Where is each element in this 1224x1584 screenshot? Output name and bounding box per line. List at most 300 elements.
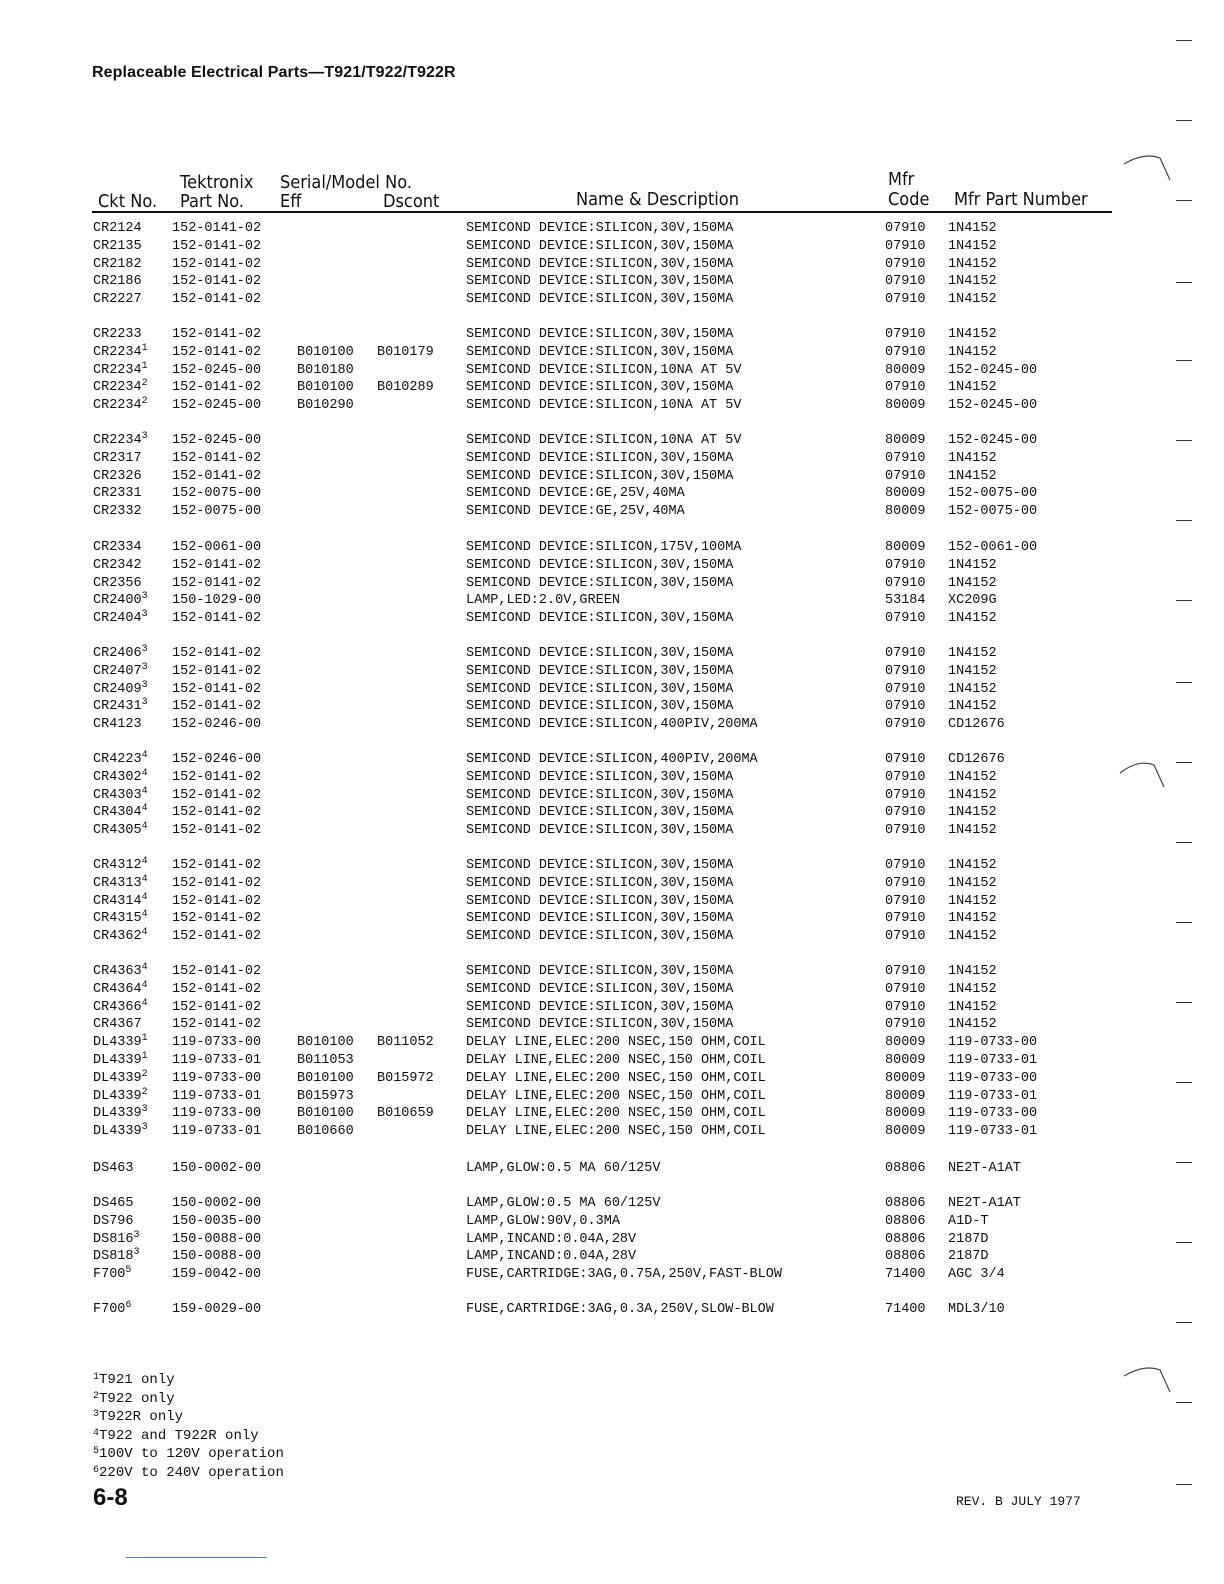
- table-row: [0, 291, 1224, 309]
- footnote-ref: 1: [141, 1033, 148, 1045]
- ckt-no: CR2234$^3$: [93, 431, 148, 448]
- ckt-no: CR4315$^4$: [93, 909, 148, 927]
- table-row: [0, 1070, 1224, 1088]
- footnote-ref: 4: [141, 927, 148, 939]
- page-number: 6-8: [93, 1484, 128, 1511]
- table-row: [0, 716, 1224, 734]
- ckt-no: CR2186: [93, 274, 142, 290]
- name-description: SEMICOND DEVICE:SILICON,400PIV,200MA: [466, 752, 758, 767]
- name-description: LAMP,GLOW:90V,0.3MA: [466, 1213, 620, 1229]
- table-row: [0, 592, 1224, 610]
- name-description: LAMP,INCAND:0.04A,28V: [466, 1249, 637, 1265]
- ckt-no: DS465: [93, 1196, 134, 1211]
- page-title: Replaceable Electrical Parts—T921/T922/T922R: [92, 64, 456, 81]
- name-description: SEMICOND DEVICE:SILICON,30V,150MA: [466, 893, 734, 909]
- table-row: [0, 397, 1224, 415]
- tektronix-part-no: 152-0141-02: [172, 274, 262, 290]
- name-description: LAMP,INCAND:0.04A,28V: [466, 1231, 637, 1247]
- ckt-no: CR2431$^3$: [93, 697, 148, 715]
- table-row: [0, 575, 1224, 593]
- footnote-ref: 2: [141, 396, 148, 408]
- ckt-no: CR2342: [93, 557, 142, 573]
- edge-mark: [1176, 1162, 1192, 1163]
- ckt-no: DL4339$^2$: [93, 1086, 148, 1104]
- mfr-code: 07910: [885, 557, 926, 573]
- table-row: [0, 769, 1224, 787]
- tektronix-part-no: 159-0042-00: [172, 1267, 262, 1283]
- tektronix-part-no: 152-0141-02: [172, 663, 262, 679]
- mfr-part-number: 1N4152: [948, 380, 997, 396]
- name-description: DELAY LINE,ELEC:200 NSEC,150 OHM,COIL: [466, 1124, 766, 1140]
- mfr-code: 07910: [885, 611, 926, 627]
- footnote-ref: 4: [141, 962, 148, 973]
- mfr-code: 07910: [885, 787, 926, 803]
- mfr-code: 07910: [885, 256, 926, 272]
- mfr-code: 07910: [885, 663, 926, 679]
- ckt-no: CR2331: [93, 486, 142, 502]
- tektronix-part-no: 152-0141-02: [172, 981, 262, 997]
- tektronix-part-no: 152-0141-02: [172, 646, 262, 661]
- mfr-part-number: 1N4152: [948, 450, 997, 466]
- ckt-no: DL4339$^1$: [93, 1051, 148, 1068]
- mfr-code: 07910: [885, 575, 926, 591]
- mfr-part-number: 1N4152: [948, 823, 997, 839]
- table-row: [0, 468, 1224, 486]
- table-row: [0, 875, 1224, 893]
- mfr-part-number: CD12676: [948, 752, 1005, 767]
- mfr-part-number: 1N4152: [948, 256, 997, 272]
- footnote-ref: 4: [141, 803, 148, 815]
- serial-eff: B010100: [297, 344, 354, 360]
- footnote-ref: 6: [125, 1300, 132, 1311]
- mfr-part-number: 152-0075-00: [948, 504, 1038, 520]
- edge-mark: [1176, 520, 1192, 521]
- table-row: [0, 981, 1224, 999]
- edge-mark: [1176, 1002, 1192, 1003]
- serial-eff: B010100: [297, 1035, 354, 1051]
- mfr-part-number: 119-0733-00: [948, 1070, 1038, 1086]
- header-eff: Eff: [280, 191, 302, 212]
- ckt-no: $F700^5$: [93, 1265, 132, 1283]
- name-description: SEMICOND DEVICE:SILICON,30V,150MA: [466, 875, 734, 891]
- mfr-part-number: 1N4152: [948, 663, 997, 679]
- ckt-no: CR4223$^4$: [93, 750, 148, 767]
- table-row: [0, 503, 1224, 521]
- ckt-no: CR2409$^3$: [93, 679, 148, 697]
- table-row: [0, 1105, 1224, 1123]
- serial-dscont: B011052: [377, 1035, 434, 1051]
- ckt-no: CR4302$^4$: [93, 767, 148, 785]
- edge-mark: [1176, 842, 1192, 843]
- name-description: SEMICOND DEVICE:SILICON,400PIV,200MA: [466, 717, 758, 733]
- table-row: [0, 610, 1224, 628]
- mfr-part-number: 119-0733-00: [948, 1035, 1038, 1051]
- mfr-code: 80009: [885, 1088, 926, 1104]
- name-description: SEMICOND DEVICE:SILICON,10NA AT 5V: [466, 362, 742, 378]
- table-row: [0, 893, 1224, 911]
- table-row: [0, 857, 1224, 875]
- mfr-part-number: 1N4152: [948, 858, 997, 873]
- table-row: [0, 928, 1224, 946]
- name-description: SEMICOND DEVICE:SILICON,30V,150MA: [466, 823, 734, 839]
- table-row: [0, 1052, 1224, 1070]
- footnote-ref: 4: [141, 979, 148, 991]
- tektronix-part-no: 152-0141-02: [172, 344, 262, 360]
- edge-mark: [1176, 282, 1192, 283]
- ckt-no: CR2332: [93, 504, 142, 520]
- ckt-no: DS796: [93, 1213, 134, 1229]
- mfr-part-number: 1N4152: [948, 1017, 997, 1033]
- ckt-no: CR4363$^4$: [93, 962, 148, 979]
- ckt-no: CR2234$^2$: [93, 396, 148, 414]
- table-row: [0, 1301, 1224, 1319]
- header-mfr-code: Code: [888, 189, 930, 210]
- table-row: [0, 1248, 1224, 1266]
- edge-mark: [1176, 120, 1192, 121]
- table-row: [0, 1034, 1224, 1052]
- ckt-no: CR4123: [93, 717, 142, 733]
- table-row: [0, 822, 1224, 840]
- edge-mark: [1176, 922, 1192, 923]
- table-row: [0, 999, 1224, 1017]
- mfr-code: 71400: [885, 1267, 926, 1283]
- ckt-no: $DS816^3$: [93, 1229, 140, 1247]
- tektronix-part-no: 152-0141-02: [172, 823, 262, 839]
- footnote-ref: 4: [141, 873, 148, 885]
- tektronix-part-no: 119-0733-00: [172, 1106, 262, 1122]
- name-description: SEMICOND DEVICE:SILICON,30V,150MA: [466, 646, 734, 661]
- mfr-code: 07910: [885, 681, 926, 697]
- mfr-code: 07910: [885, 911, 926, 927]
- table-row: [0, 326, 1224, 344]
- mfr-part-number: 1N4152: [948, 646, 997, 661]
- name-description: SEMICOND DEVICE:SILICON,30V,150MA: [466, 1017, 734, 1033]
- name-description: SEMICOND DEVICE:SILICON,30V,150MA: [466, 929, 734, 945]
- tektronix-part-no: 152-0141-02: [172, 699, 262, 715]
- tektronix-part-no: 152-0141-02: [172, 450, 262, 466]
- table-row: [0, 751, 1224, 769]
- mfr-part-number: 1N4152: [948, 929, 997, 945]
- edge-mark: [1176, 1402, 1192, 1403]
- mfr-part-number: 152-0245-00: [948, 362, 1038, 378]
- mfr-code: 80009: [885, 362, 926, 378]
- margin-arc: [1118, 755, 1172, 795]
- header-mfr: Mfr: [888, 169, 915, 190]
- mfr-code: 80009: [885, 504, 926, 520]
- mfr-code: 07910: [885, 468, 926, 484]
- name-description: SEMICOND DEVICE:SILICON,30V,150MA: [466, 911, 734, 927]
- ckt-no: DL4339$^3$: [93, 1122, 148, 1140]
- footnotes: [93, 1372, 284, 1483]
- name-description: SEMICOND DEVICE:SILICON,30V,150MA: [466, 450, 734, 466]
- mfr-code: 08806: [885, 1249, 926, 1265]
- tektronix-part-no: 152-0141-02: [172, 611, 262, 627]
- header-mfr-part-number: Mfr Part Number: [954, 189, 1088, 210]
- edge-mark: [1176, 762, 1192, 763]
- footnote: $^6$220V to 240V operation: [93, 1464, 284, 1481]
- revision-date: REV. B JULY 1977: [956, 1494, 1081, 1509]
- mfr-code: 07910: [885, 238, 926, 254]
- tektronix-part-no: 152-0246-00: [172, 717, 262, 733]
- mfr-part-number: 1N4152: [948, 327, 997, 342]
- tektronix-part-no: 119-0733-01: [172, 1053, 262, 1068]
- tektronix-part-no: 150-0002-00: [172, 1161, 262, 1176]
- scan-line: [126, 1557, 267, 1558]
- mfr-code: 08806: [885, 1231, 926, 1247]
- ckt-no: CR4364$^4$: [93, 979, 148, 997]
- footnote-ref: 3: [141, 644, 148, 655]
- tektronix-part-no: 152-0141-02: [172, 292, 262, 308]
- ckt-no: DL4339$^1$: [93, 1033, 148, 1051]
- mfr-code: 07910: [885, 823, 926, 839]
- footnote-ref: 3: [141, 1122, 148, 1134]
- mfr-code: 07910: [885, 964, 926, 979]
- mfr-code: 07910: [885, 292, 926, 308]
- mfr-code: 08806: [885, 1213, 926, 1229]
- name-description: DELAY LINE,ELEC:200 NSEC,150 OHM,COIL: [466, 1053, 766, 1068]
- mfr-code: 07910: [885, 981, 926, 997]
- name-description: SEMICOND DEVICE:GE,25V,40MA: [466, 486, 685, 502]
- table-row: [0, 1160, 1224, 1178]
- tektronix-part-no: 152-0141-02: [172, 681, 262, 697]
- tektronix-part-no: 119-0733-01: [172, 1088, 262, 1104]
- tektronix-part-no: 119-0733-00: [172, 1035, 262, 1051]
- edge-mark: [1176, 440, 1192, 441]
- tektronix-part-no: 152-0141-02: [172, 999, 262, 1015]
- footnote-ref: 1: [141, 342, 148, 354]
- tektronix-part-no: 152-0245-00: [172, 362, 262, 378]
- header-serial-model: Serial/Model No.: [280, 172, 412, 193]
- edge-mark: [1176, 40, 1192, 41]
- mfr-part-number: 152-0245-00: [948, 433, 1038, 448]
- header-dscont: Dscont: [383, 191, 440, 212]
- tektronix-part-no: 152-0245-00: [172, 398, 262, 414]
- header-ckt-no: Ckt No.: [98, 191, 158, 212]
- name-description: SEMICOND DEVICE:SILICON,30V,150MA: [466, 557, 734, 573]
- name-description: LAMP,LED:2.0V,GREEN: [466, 593, 620, 609]
- mfr-code: 80009: [885, 1035, 926, 1051]
- name-description: DELAY LINE,ELEC:200 NSEC,150 OHM,COIL: [466, 1106, 766, 1122]
- table-row: [0, 804, 1224, 822]
- ckt-no: CR4366$^4$: [93, 997, 148, 1015]
- ckt-no: CR2234$^2$: [93, 378, 148, 396]
- mfr-code: 07910: [885, 327, 926, 342]
- table-row: [0, 485, 1224, 503]
- mfr-part-number: 152-0075-00: [948, 486, 1038, 502]
- edge-mark: [1176, 1242, 1192, 1243]
- tektronix-part-no: 152-0141-02: [172, 805, 262, 821]
- mfr-code: 07910: [885, 999, 926, 1015]
- serial-dscont: B015972: [377, 1070, 434, 1086]
- mfr-code: 80009: [885, 540, 926, 555]
- tektronix-part-no: 159-0029-00: [172, 1302, 262, 1317]
- mfr-part-number: 1N4152: [948, 611, 997, 627]
- mfr-part-number: CD12676: [948, 717, 1005, 733]
- mfr-part-number: 1N4152: [948, 805, 997, 821]
- table-row: [0, 787, 1224, 805]
- name-description: DELAY LINE,ELEC:200 NSEC,150 OHM,COIL: [466, 1070, 766, 1086]
- serial-eff: B010100: [297, 1070, 354, 1086]
- table-row: [0, 344, 1224, 362]
- name-description: DELAY LINE,ELEC:200 NSEC,150 OHM,COIL: [466, 1088, 766, 1104]
- ckt-no: CR2407$^3$: [93, 661, 148, 679]
- tektronix-part-no: 152-0141-02: [172, 468, 262, 484]
- tektronix-part-no: 152-0141-02: [172, 327, 262, 342]
- name-description: SEMICOND DEVICE:SILICON,30V,150MA: [466, 805, 734, 821]
- ckt-no: DL4339$^3$: [93, 1104, 148, 1122]
- serial-dscont: B010179: [377, 344, 434, 360]
- mfr-code: 80009: [885, 486, 926, 502]
- mfr-part-number: 1N4152: [948, 557, 997, 573]
- mfr-code: 71400: [885, 1302, 926, 1317]
- serial-eff: B010180: [297, 362, 354, 378]
- mfr-code: 07910: [885, 274, 926, 290]
- footnote-ref: 4: [141, 997, 148, 1009]
- footnote-ref: 2: [141, 1086, 148, 1098]
- ckt-no: CR4367: [93, 1017, 142, 1033]
- table-row: [0, 238, 1224, 256]
- tektronix-part-no: 152-0061-00: [172, 540, 262, 555]
- name-description: SEMICOND DEVICE:SILICON,30V,150MA: [466, 292, 734, 308]
- name-description: SEMICOND DEVICE:SILICON,10NA AT 5V: [466, 398, 742, 414]
- table-row: [0, 681, 1224, 699]
- footnote-ref: 3: [141, 609, 148, 621]
- table-row: [0, 256, 1224, 274]
- ckt-no: CR2234$^1$: [93, 342, 148, 360]
- table-row: [0, 1123, 1224, 1141]
- footnote-ref: 2: [141, 1068, 148, 1080]
- ckt-no: CR2182: [93, 256, 142, 272]
- table-row: [0, 963, 1224, 981]
- mfr-part-number: 1N4152: [948, 681, 997, 697]
- footnote-ref: 4: [141, 909, 148, 921]
- mfr-code: 80009: [885, 1124, 926, 1140]
- edge-mark: [1176, 1322, 1192, 1323]
- mfr-part-number: 119-0733-01: [948, 1088, 1038, 1104]
- tektronix-part-no: 152-0141-02: [172, 238, 262, 254]
- ckt-no: CR2317: [93, 450, 142, 466]
- name-description: SEMICOND DEVICE:SILICON,30V,150MA: [466, 964, 734, 979]
- footnote-ref: 2: [141, 378, 148, 390]
- ckt-no: CR2406$^3$: [93, 644, 148, 661]
- mfr-code: 08806: [885, 1196, 926, 1211]
- edge-mark: [1176, 600, 1192, 601]
- serial-eff: B010100: [297, 1106, 354, 1122]
- table-row: [0, 1016, 1224, 1034]
- mfr-code: 07910: [885, 221, 926, 236]
- mfr-part-number: 1N4152: [948, 893, 997, 909]
- tektronix-part-no: 152-0141-02: [172, 964, 262, 979]
- name-description: SEMICOND DEVICE:SILICON,30V,150MA: [466, 999, 734, 1015]
- mfr-code: 07910: [885, 344, 926, 360]
- edge-mark: [1176, 1484, 1192, 1485]
- mfr-part-number: 2187D: [948, 1231, 989, 1247]
- mfr-part-number: 1N4152: [948, 769, 997, 785]
- mfr-code: 07910: [885, 1017, 926, 1033]
- mfr-part-number: 1N4152: [948, 699, 997, 715]
- mfr-part-number: NE2T-A1AT: [948, 1196, 1021, 1211]
- ckt-no: CR2326: [93, 468, 142, 484]
- ckt-no: CR4312$^4$: [93, 856, 148, 873]
- mfr-part-number: 1N4152: [948, 292, 997, 308]
- tektronix-part-no: 152-0141-02: [172, 929, 262, 945]
- mfr-code: 80009: [885, 398, 926, 414]
- tektronix-part-no: 152-0075-00: [172, 486, 262, 502]
- footnote-ref: 3: [141, 431, 148, 442]
- mfr-code: 80009: [885, 1053, 926, 1068]
- name-description: DELAY LINE,ELEC:200 NSEC,150 OHM,COIL: [466, 1035, 766, 1051]
- mfr-part-number: 119-0733-00: [948, 1106, 1038, 1122]
- mfr-part-number: 152-0245-00: [948, 398, 1038, 414]
- ckt-no: CR2334: [93, 540, 142, 555]
- serial-dscont: B010289: [377, 380, 434, 396]
- serial-eff: B010100: [297, 380, 354, 396]
- mfr-code: 07910: [885, 717, 926, 733]
- name-description: LAMP,GLOW:0.5 MA 60/125V: [466, 1196, 661, 1211]
- tektronix-part-no: 150-0088-00: [172, 1231, 262, 1247]
- mfr-part-number: 2187D: [948, 1249, 989, 1265]
- mfr-part-number: 1N4152: [948, 999, 997, 1015]
- margin-arc: [1122, 1362, 1176, 1402]
- tektronix-part-no: 152-0075-00: [172, 504, 262, 520]
- name-description: SEMICOND DEVICE:GE,25V,40MA: [466, 504, 685, 520]
- mfr-part-number: 119-0733-01: [948, 1053, 1038, 1068]
- table-row: [0, 1195, 1224, 1213]
- footnote-ref: 3: [141, 697, 148, 709]
- name-description: SEMICOND DEVICE:SILICON,30V,150MA: [466, 981, 734, 997]
- name-description: SEMICOND DEVICE:SILICON,30V,150MA: [466, 221, 734, 236]
- tektronix-part-no: 152-0141-02: [172, 893, 262, 909]
- mfr-part-number: 1N4152: [948, 787, 997, 803]
- name-description: SEMICOND DEVICE:SILICON,30V,150MA: [466, 611, 734, 627]
- tektronix-part-no: 152-0141-02: [172, 221, 262, 236]
- name-description: SEMICOND DEVICE:SILICON,30V,150MA: [466, 699, 734, 715]
- tektronix-part-no: 152-0141-02: [172, 557, 262, 573]
- ckt-no: CR2356: [93, 575, 142, 591]
- mfr-code: 07910: [885, 929, 926, 945]
- footnote-ref: 4: [141, 821, 148, 833]
- table-row: [0, 450, 1224, 468]
- mfr-code: 07910: [885, 875, 926, 891]
- margin-arc: [1122, 150, 1176, 190]
- name-description: FUSE,CARTRIDGE:3AG,0.75A,250V,FAST-BLOW: [466, 1267, 782, 1283]
- edge-mark: [1176, 360, 1192, 361]
- footnote-ref: 4: [141, 856, 148, 867]
- header-name-description: Name & Description: [576, 189, 739, 210]
- footnote-ref: 3: [141, 679, 148, 691]
- ckt-no: CR4303$^4$: [93, 785, 148, 803]
- mfr-part-number: AGC 3/4: [948, 1267, 1005, 1283]
- footnote: $^2$T922 only: [93, 1390, 175, 1407]
- footnote-ref: 1: [141, 1051, 148, 1062]
- tektronix-part-no: 152-0141-02: [172, 787, 262, 803]
- name-description: SEMICOND DEVICE:SILICON,30V,150MA: [466, 327, 734, 342]
- serial-dscont: B010659: [377, 1106, 434, 1122]
- table-row: [0, 663, 1224, 681]
- table-row: [0, 539, 1224, 557]
- mfr-code: 80009: [885, 433, 926, 448]
- name-description: SEMICOND DEVICE:SILICON,30V,150MA: [466, 575, 734, 591]
- mfr-code: 07910: [885, 646, 926, 661]
- ckt-no: CR4305$^4$: [93, 821, 148, 839]
- footnote-ref: 1: [141, 360, 148, 372]
- tektronix-part-no: 152-0141-02: [172, 380, 262, 396]
- tektronix-part-no: 152-0141-02: [172, 1017, 262, 1033]
- name-description: SEMICOND DEVICE:SILICON,30V,150MA: [466, 681, 734, 697]
- header-part-no: Part No.: [180, 191, 245, 212]
- mfr-code: 07910: [885, 380, 926, 396]
- footnote-ref: 4: [141, 785, 148, 797]
